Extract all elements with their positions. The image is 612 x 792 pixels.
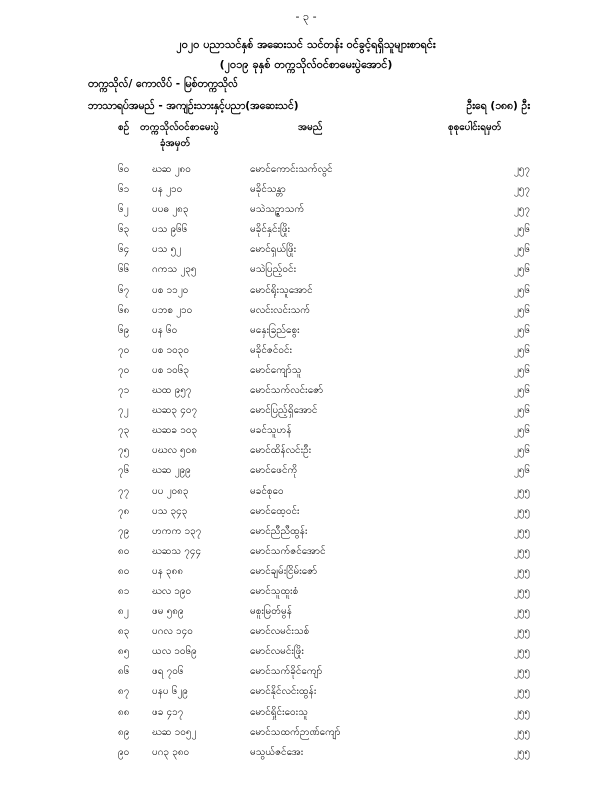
- roll-number: ဃဆ၃ ၄၀၇: [152, 405, 198, 417]
- table-row: [0, 705, 612, 725]
- roll-number: ပသ ၃၄၃: [152, 505, 188, 517]
- total-marks: ၂၅၅: [513, 565, 530, 577]
- university-line: တက္ကသိုလ်/ ကောလိပ် - မြစ်တက္ကသိုလ်: [88, 78, 238, 90]
- roll-number: ပသ ၅၂: [152, 244, 182, 256]
- row-number: ၉၀: [118, 746, 130, 758]
- table-header: [0, 120, 612, 154]
- student-name: မခိုင်သန္တာ: [250, 184, 286, 196]
- table-row: [0, 363, 612, 383]
- roll-number: ဃဆ ၂၈၀: [152, 164, 191, 175]
- row-number: ၆၃: [118, 224, 130, 236]
- student-name: မောင်ညီညီထွန်း: [250, 525, 308, 537]
- roll-number: ပပဓ ၂၈၃: [152, 204, 189, 216]
- total-marks: ၂၅၅: [513, 585, 530, 597]
- student-name: မောင်သထက်ဉာဏ်ကျော်: [250, 726, 341, 738]
- table-row: [0, 604, 612, 624]
- student-name: မခိုင်ဇင်ဝင်း: [250, 344, 293, 356]
- row-number: ၈၂: [118, 606, 129, 618]
- major-line: [88, 100, 530, 115]
- row-number: ၈၁: [118, 585, 130, 597]
- table-row: [0, 664, 612, 684]
- row-number: ၆၉: [118, 324, 130, 336]
- table-row: [0, 242, 612, 262]
- student-name: မောင်လမင်းဖြိုး: [250, 646, 304, 658]
- total-marks: ၂၅၆: [513, 244, 530, 256]
- total-marks: ၂၅၆: [513, 304, 530, 316]
- roll-number: ပနပ ၆၂၉: [152, 686, 188, 698]
- total-marks: ၂၅၆: [513, 445, 530, 457]
- table-row: [0, 584, 612, 604]
- student-name: မခင်သူဟန်: [250, 425, 292, 437]
- roll-number: ပန ၃၈၈: [152, 565, 184, 577]
- student-name: မောင်ဖေင်ကို: [250, 465, 298, 477]
- table-row: [0, 484, 612, 504]
- total-marks: ၂၅၆: [513, 465, 530, 477]
- major-label: ဘာသာရပ်အမည် - အကျဉ်းသားနှင့်ပညာ(အဆေးသင်): [88, 100, 299, 112]
- header-name: အမည်: [298, 122, 323, 133]
- row-number: ၇၁: [118, 385, 130, 397]
- student-name: မောင်သက်လင်းဇော်: [250, 385, 324, 397]
- row-number: ၇၆: [118, 465, 130, 477]
- student-name: မသွယ်ဇင်အေး: [250, 746, 304, 758]
- student-name: မောင်ရှယ်ဖြိုး: [250, 244, 297, 256]
- total-marks: ၂၅၆: [513, 224, 530, 236]
- row-number: ၇၃: [118, 425, 130, 437]
- total-marks: ၂၅၅: [513, 545, 530, 557]
- row-number: ၆၀: [118, 164, 130, 175]
- total-marks: ၂၅၅: [513, 646, 530, 658]
- results-table: [0, 162, 612, 765]
- row-number: ၈၃: [118, 626, 130, 638]
- total-marks: ၂၅၅: [513, 666, 530, 678]
- total-marks: ၂၅၅: [513, 686, 530, 698]
- row-number: ၈၉: [118, 726, 130, 738]
- table-row: [0, 403, 612, 423]
- total-marks: ၂၅၅: [513, 746, 530, 758]
- page-number: - ၃ -: [295, 10, 317, 23]
- table-row: [0, 524, 612, 544]
- table-row: [0, 463, 612, 483]
- table-row: [0, 745, 612, 765]
- total-marks: ၂၅၇: [513, 164, 530, 175]
- roll-number: ပပ ၂၀၈၃: [152, 485, 189, 497]
- roll-number: ပဘစ ၂၁၀: [152, 304, 193, 316]
- row-number: ၈၅: [118, 646, 130, 658]
- document-subtitle: (၂၀၁၉ ခုနှစ် တက္ကသိုလ်ဝင်စာမေးပွဲအောင်): [219, 58, 393, 71]
- roll-number: ဖခ ၄၁၇: [152, 706, 184, 718]
- table-row: [0, 423, 612, 443]
- table-row: [0, 323, 612, 343]
- table-row: [0, 624, 612, 644]
- total-marks: ၂၅၆: [513, 264, 530, 276]
- header-marks: စုစုပေါင်းရမှတ်: [448, 122, 502, 133]
- total-marks: ၂၅၆: [513, 364, 530, 376]
- table-row: [0, 725, 612, 745]
- student-name: မောင်ထေ့ဝင်း: [250, 505, 300, 517]
- table-row: [0, 343, 612, 363]
- student-name: မောင်ရိုးသူအောင်: [250, 284, 313, 296]
- header-roll-2: ခုံအမှတ်: [160, 138, 191, 149]
- total-marks: ၂၅၇: [513, 204, 530, 216]
- row-number: ၇၂: [118, 405, 129, 417]
- student-name: မသဲသဉ္ဇာသက်: [250, 204, 305, 216]
- student-name: မခိုင်နှင်းဖြိုး: [250, 224, 291, 236]
- table-row: [0, 644, 612, 664]
- total-marks: ၂၅၅: [513, 606, 530, 618]
- row-number: ၇၀: [118, 364, 130, 376]
- row-number: ၇၉: [118, 525, 130, 537]
- total-marks: ၂၅၆: [513, 425, 530, 437]
- roll-number: ပဃလ ၅၀၈: [152, 445, 197, 457]
- roll-number: ဃဆခ ၁၀၃: [152, 425, 198, 437]
- student-name: မောင်သက်ခိုင်ကျော်: [250, 666, 323, 678]
- total-marks: ၂၅၆: [513, 344, 530, 356]
- roll-number: ဟကက ၁၃၇: [152, 525, 202, 537]
- student-name: မောင်ပြည့်ရှိအောင်: [250, 405, 318, 417]
- row-number: ၆၆: [118, 264, 130, 276]
- total-marks: ၂၅၆: [513, 405, 530, 417]
- student-name: မောင်ချမ်းငြိမ်းဇော်: [250, 565, 318, 577]
- row-number: ၆၇: [118, 284, 130, 296]
- total-marks: ၂၅၇: [513, 184, 530, 196]
- roll-number: ယလ ၁၀၆၉: [152, 646, 197, 658]
- row-number: ၇၅: [118, 445, 130, 457]
- student-name: မောင်ကျော်သူ: [250, 364, 302, 376]
- roll-number: ပဂ၃ ၃၈၀: [152, 746, 190, 758]
- roll-number: ဖမ ၅၈၉: [152, 606, 184, 618]
- row-number: ၆၂: [118, 204, 129, 216]
- table-row: [0, 443, 612, 463]
- total-count: ဦးရေ (၁၈၈) ဦး: [466, 100, 530, 112]
- table-row: [0, 684, 612, 704]
- header-roll: တက္ကသိုလ်ဝင်စာမေးပွဲ: [140, 122, 219, 133]
- row-number: ၆၄: [118, 244, 130, 256]
- total-marks: ၂၅၅: [513, 626, 530, 638]
- row-number: ၇၀: [118, 344, 130, 356]
- table-row: [0, 544, 612, 564]
- student-name: မသဲပြည့်ဝင်း: [250, 264, 297, 276]
- roll-number: ပစ ၁၀၃၀: [152, 344, 190, 356]
- roll-number: ပစ ၁၁၂၀: [152, 284, 189, 296]
- total-marks: ၂၅၆: [513, 385, 530, 397]
- student-name: မောင်ရှိုင်းဝေးသူ: [250, 706, 308, 718]
- student-name: မောင်သူထူးစံ: [250, 585, 299, 597]
- student-name: မလင်းလင်းသက်: [250, 304, 311, 316]
- roll-number: ဃဆသ ၇၄၄: [152, 545, 202, 557]
- student-name: မောင်နိုင်လင်းထွန်း: [250, 686, 317, 698]
- row-number: ၈၇: [118, 686, 130, 698]
- student-name: မောင်သက်ဇင်အောင်: [250, 545, 326, 557]
- table-row: [0, 504, 612, 524]
- header-no: စဉ်: [118, 122, 130, 133]
- roll-number: ဃဆ ၂၉၉: [152, 465, 191, 477]
- roll-number: ပန ၂၁၀: [152, 184, 183, 196]
- row-number: ၇၇: [118, 485, 130, 497]
- total-marks: ၂၅၅: [513, 706, 530, 718]
- table-row: [0, 222, 612, 242]
- row-number: ၈၆: [118, 666, 130, 678]
- table-row: [0, 262, 612, 282]
- table-row: [0, 182, 612, 202]
- roll-number: ဃလ ၁၉၀: [152, 585, 192, 597]
- row-number: ၈၀: [118, 545, 130, 557]
- total-marks: ၂၅၅: [513, 505, 530, 517]
- row-number: ၈၀: [118, 565, 130, 577]
- roll-number: ပစ ၁၀၆၃: [152, 364, 190, 376]
- table-row: [0, 564, 612, 584]
- table-row: [0, 283, 612, 303]
- roll-number: ဃထ ၉၅၇: [152, 385, 192, 397]
- student-name: မနှေးခြည်စွေး: [250, 324, 300, 336]
- roll-number: ပသ ၉၆၆: [152, 224, 188, 236]
- roll-number: ဂကသ ၂၃၅: [152, 264, 197, 276]
- table-row: [0, 162, 612, 182]
- row-number: ၇၈: [118, 505, 130, 517]
- table-row: [0, 303, 612, 323]
- student-name: မောင်ကောင်းသက်လွင်: [250, 164, 333, 175]
- table-row: [0, 383, 612, 403]
- table-row: [0, 202, 612, 222]
- student-name: မစူးမြတ်မွန်: [250, 606, 292, 618]
- student-name: မခင်စုဝေ: [250, 485, 284, 497]
- student-name: မောင်ထိန်လင်းဦး: [250, 445, 312, 457]
- row-number: ၈၈: [118, 706, 130, 718]
- document-title: ၂၀၂၀ ပညာသင်နှစ် အဆေးသင် သင်တန်း ဝင်ခွင့်ရရှိသူများစာရင်း: [176, 38, 436, 51]
- roll-number: ပဂလ ၁၄၀: [152, 626, 193, 638]
- roll-number: ဃဆ ၁၀၅၂: [152, 726, 197, 738]
- student-name: မောင်လမင်းသစ်: [250, 626, 310, 638]
- total-marks: ၂၅၅: [513, 726, 530, 738]
- roll-number: ပန ၆၀: [152, 324, 178, 336]
- total-marks: ၂၅၆: [513, 284, 530, 296]
- total-marks: ၂၅၅: [513, 525, 530, 537]
- total-marks: ၂၅၅: [513, 485, 530, 497]
- row-number: ၆၁: [118, 184, 130, 196]
- row-number: ၆၈: [118, 304, 130, 316]
- total-marks: ၂၅၆: [513, 324, 530, 336]
- roll-number: ဖရ ၇၀၆: [152, 666, 184, 678]
